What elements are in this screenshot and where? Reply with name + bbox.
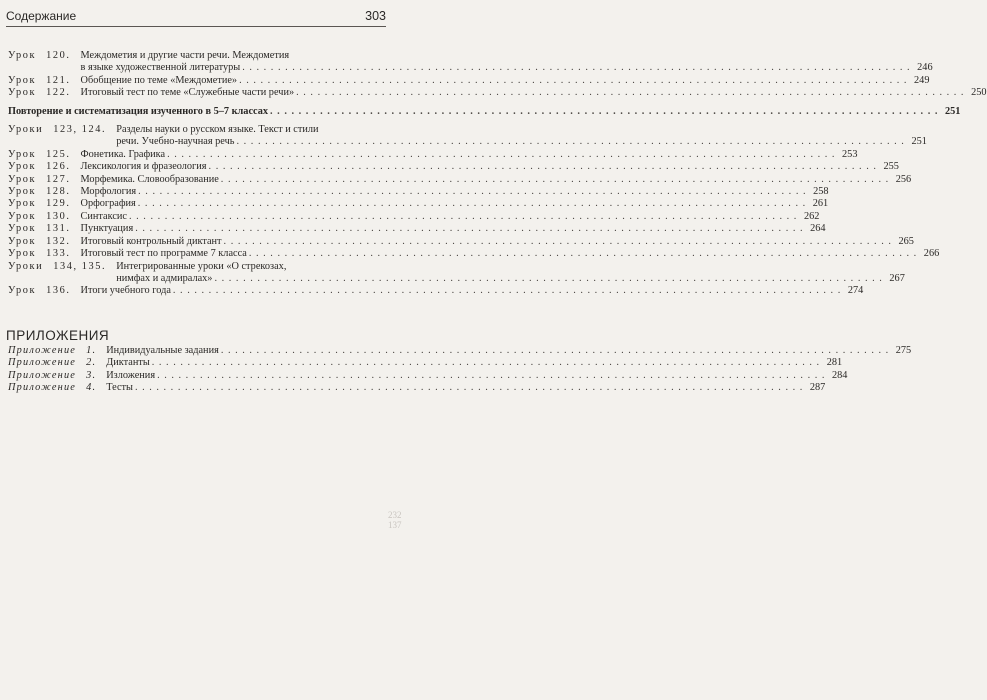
dot-leader	[135, 223, 803, 235]
appendix-title: Изложения	[106, 369, 156, 381]
entry-page: 262	[803, 210, 820, 222]
entry-page: 258	[813, 186, 829, 198]
entry-line	[81, 285, 864, 297]
entry-title: Междометия и другие части речи. Междометия	[80, 50, 290, 61]
lesson-number: 129.	[46, 198, 71, 210]
entry-title: Морфемика. Словообразование	[80, 173, 219, 185]
entry-line	[81, 174, 912, 186]
entry-page: 261	[812, 198, 829, 210]
dot-leader	[221, 174, 889, 186]
dot-leader	[152, 357, 820, 369]
appendix-line	[106, 345, 911, 357]
lesson-word: Урок	[8, 223, 37, 235]
lesson-number: 121.	[46, 74, 71, 86]
entry-text	[116, 124, 927, 149]
dot-leader	[129, 211, 797, 223]
entry-page: 246	[917, 62, 933, 74]
entry-line	[81, 75, 930, 87]
entry-text	[81, 211, 820, 223]
toc-entry	[8, 210, 820, 223]
entry-page: 267	[889, 272, 905, 284]
entry-text	[116, 261, 905, 286]
lesson-number: 127.	[46, 173, 71, 185]
dot-leader	[167, 149, 835, 161]
toc-entry	[8, 74, 930, 87]
entry-page: 253	[842, 148, 858, 160]
entry-text	[81, 236, 914, 248]
dot-leader	[138, 186, 806, 198]
appendix-title: Индивидуальные задания	[106, 345, 219, 356]
entry-text	[81, 149, 858, 161]
lesson-number: 120.	[46, 50, 71, 61]
dot-leader	[138, 198, 806, 210]
lesson-label	[8, 124, 116, 136]
entry-line	[81, 248, 940, 260]
entry-title: нимфах и адмиралах»	[116, 272, 213, 284]
toc-entry	[8, 186, 829, 198]
entry-page: 256	[895, 173, 912, 185]
lesson-word: Урок	[8, 173, 37, 185]
entry-line	[81, 161, 899, 173]
lesson-label	[8, 186, 81, 198]
lesson-label	[8, 223, 81, 235]
appendix-word: Приложение	[8, 382, 77, 394]
entry-line	[116, 136, 927, 148]
appendix-text	[106, 357, 842, 369]
appendix-page: 284	[832, 369, 848, 381]
appendix-label	[8, 357, 106, 369]
toc-entry	[8, 260, 905, 286]
entry-text	[81, 174, 912, 186]
lesson-number: 134, 135.	[53, 260, 107, 272]
lesson-number: 126.	[46, 161, 71, 173]
entry-title: Повторение и систематизация изученного в 5–7 классах	[8, 105, 269, 117]
appendix-number: 4.	[86, 382, 97, 394]
appendix-text	[106, 345, 911, 357]
toc-entry	[8, 50, 933, 75]
dot-leader	[242, 62, 910, 74]
entry-line	[81, 223, 826, 235]
entry-text	[81, 223, 826, 235]
toc-entry	[8, 161, 899, 173]
entry-title: Итоговый тест по программе 7 класса	[80, 248, 247, 260]
toc-entry	[8, 124, 927, 149]
toc-entry	[8, 148, 858, 161]
lesson-label	[8, 174, 81, 186]
appendix-label	[8, 382, 106, 394]
lesson-number: 133.	[46, 248, 71, 260]
entry-title: Синтаксис	[80, 210, 127, 222]
lesson-label	[8, 75, 81, 87]
dot-leader	[249, 248, 917, 260]
appendix-word: Приложение	[8, 345, 77, 356]
entry-page: 251	[911, 136, 927, 148]
lesson-word: Урок	[8, 148, 37, 160]
dot-leader	[237, 136, 905, 148]
entry-page: 255	[883, 161, 899, 173]
toc-entry	[8, 223, 826, 235]
lesson-number: 131.	[46, 223, 71, 235]
dot-leader	[296, 87, 964, 99]
appendix-entry	[8, 369, 848, 382]
appendix-page: 275	[895, 345, 912, 356]
lesson-word: Урок	[8, 285, 37, 297]
entry-page: 266	[923, 248, 940, 260]
header-title: Содержание	[6, 9, 77, 23]
entry-page: 274	[847, 285, 864, 297]
entry-page: 249	[914, 74, 930, 86]
appendix-label	[8, 345, 106, 357]
dot-leader	[221, 345, 889, 357]
lesson-label	[8, 236, 81, 248]
entry-title: Интегрированные уроки «О стрекозах,	[116, 260, 287, 272]
lesson-number: 130.	[46, 210, 71, 222]
lesson-word: Урок	[8, 198, 37, 210]
lesson-label	[8, 261, 116, 273]
appendix-word: Приложение	[8, 357, 77, 369]
entry-title: Разделы науки о русском языке. Текст и стили	[116, 124, 319, 136]
lesson-word: Урок	[8, 161, 37, 173]
entry-page: 251	[944, 105, 961, 117]
lesson-label	[8, 87, 81, 99]
entry-text	[81, 161, 899, 173]
entry-page: 265	[898, 235, 914, 247]
entry-text	[81, 50, 933, 75]
entry-title: Обобщение по теме «Междометие»	[80, 74, 238, 86]
entry-title: Итоги учебного года	[80, 285, 171, 297]
dot-leader	[135, 382, 803, 394]
lesson-word: Урок	[8, 50, 37, 61]
toc-entry	[8, 235, 914, 248]
dot-leader	[239, 75, 907, 87]
appendix-list	[8, 345, 912, 395]
appendix-line	[106, 370, 847, 382]
entry-line	[81, 236, 914, 248]
entry-title: Орфография	[80, 198, 136, 210]
table-of-contents	[8, 50, 987, 298]
toc-entry	[8, 248, 940, 260]
entry-page: 250	[971, 87, 987, 99]
appendix-text	[106, 370, 847, 382]
entry-line	[116, 261, 905, 273]
toc-entry	[8, 198, 829, 210]
lesson-number: 136.	[46, 285, 71, 297]
toc-entry	[8, 87, 987, 99]
appendix-page: 287	[809, 382, 826, 394]
dot-leader	[173, 285, 841, 297]
entry-line	[81, 211, 820, 223]
entry-title: Пунктуация	[80, 223, 134, 235]
lesson-word: Уроки	[8, 260, 44, 272]
entry-title: Итоговый тест по теме «Служебные части речи»	[80, 87, 295, 99]
lesson-word: Урок	[8, 87, 37, 99]
lesson-label	[8, 285, 81, 297]
lesson-label	[8, 198, 81, 210]
lesson-number: 122.	[46, 87, 71, 99]
appendix-entry	[8, 382, 826, 394]
entry-line	[81, 87, 987, 99]
entry-page: 264	[810, 223, 826, 235]
lesson-word: Урок	[8, 74, 37, 86]
lesson-label	[8, 248, 81, 260]
appendix-entry	[8, 357, 843, 369]
entry-text	[8, 106, 960, 118]
entry-line	[8, 106, 960, 118]
entry-line	[81, 62, 933, 74]
appendix-label	[8, 370, 106, 382]
entry-line	[116, 273, 905, 285]
lesson-word: Урок	[8, 248, 37, 260]
entry-line	[81, 50, 933, 62]
page-number: 303	[365, 9, 386, 23]
appendix-page: 281	[826, 357, 843, 369]
entry-text	[81, 198, 829, 210]
entry-text	[81, 75, 930, 87]
appendix-number: 1.	[86, 345, 97, 356]
lesson-label	[8, 211, 81, 223]
appendix-title: Тесты	[106, 382, 133, 394]
toc-section	[8, 105, 961, 118]
entry-title: Морфология	[80, 186, 137, 198]
appendix-word: Приложение	[8, 369, 77, 381]
lesson-word: Урок	[8, 186, 37, 198]
lesson-word: Урок	[8, 235, 37, 247]
toc-entry	[8, 285, 864, 297]
lesson-label	[8, 161, 81, 173]
lesson-number: 125.	[46, 148, 71, 160]
dot-leader	[270, 106, 938, 118]
appendix-line	[106, 357, 842, 369]
entry-title: речи. Учебно-научная речь	[116, 136, 235, 148]
entry-line	[81, 186, 829, 198]
entry-text	[81, 186, 829, 198]
entry-line	[81, 149, 858, 161]
lesson-word: Урок	[8, 210, 37, 222]
dot-leader	[157, 370, 825, 382]
dot-leader	[209, 161, 877, 173]
entry-title: Лексикология и фразеология	[80, 161, 207, 173]
appendix-line	[106, 382, 825, 394]
entry-title: Итоговый контрольный диктант	[80, 235, 222, 247]
lesson-label	[8, 50, 81, 62]
lesson-word: Уроки	[8, 124, 44, 136]
appendix-number: 2.	[86, 357, 97, 369]
running-header	[6, 9, 386, 27]
entry-title: Фонетика. Графика	[80, 148, 166, 160]
entry-text	[81, 285, 864, 297]
entry-title: в языке художественной литературы	[80, 62, 241, 74]
lesson-number: 123, 124.	[53, 124, 107, 136]
appendix-heading: ПРИЛОЖЕНИЯ	[6, 328, 110, 343]
appendix-entry	[8, 345, 912, 357]
appendix-text	[106, 382, 825, 394]
entry-line	[116, 124, 927, 136]
entry-text	[81, 248, 940, 260]
bleed-through-text	[388, 510, 400, 560]
lesson-number: 132.	[46, 235, 71, 247]
appendix-title: Диктанты	[106, 357, 150, 369]
dot-leader	[214, 273, 882, 285]
lesson-number: 128.	[46, 186, 71, 198]
appendix-number: 3.	[86, 369, 97, 381]
entry-text	[81, 87, 987, 99]
dot-leader	[224, 236, 892, 248]
bleed-through-1: 232	[388, 510, 402, 520]
entry-line	[81, 198, 829, 210]
bleed-through-2: 137	[388, 520, 402, 530]
lesson-label	[8, 149, 81, 161]
toc-entry	[8, 173, 912, 186]
